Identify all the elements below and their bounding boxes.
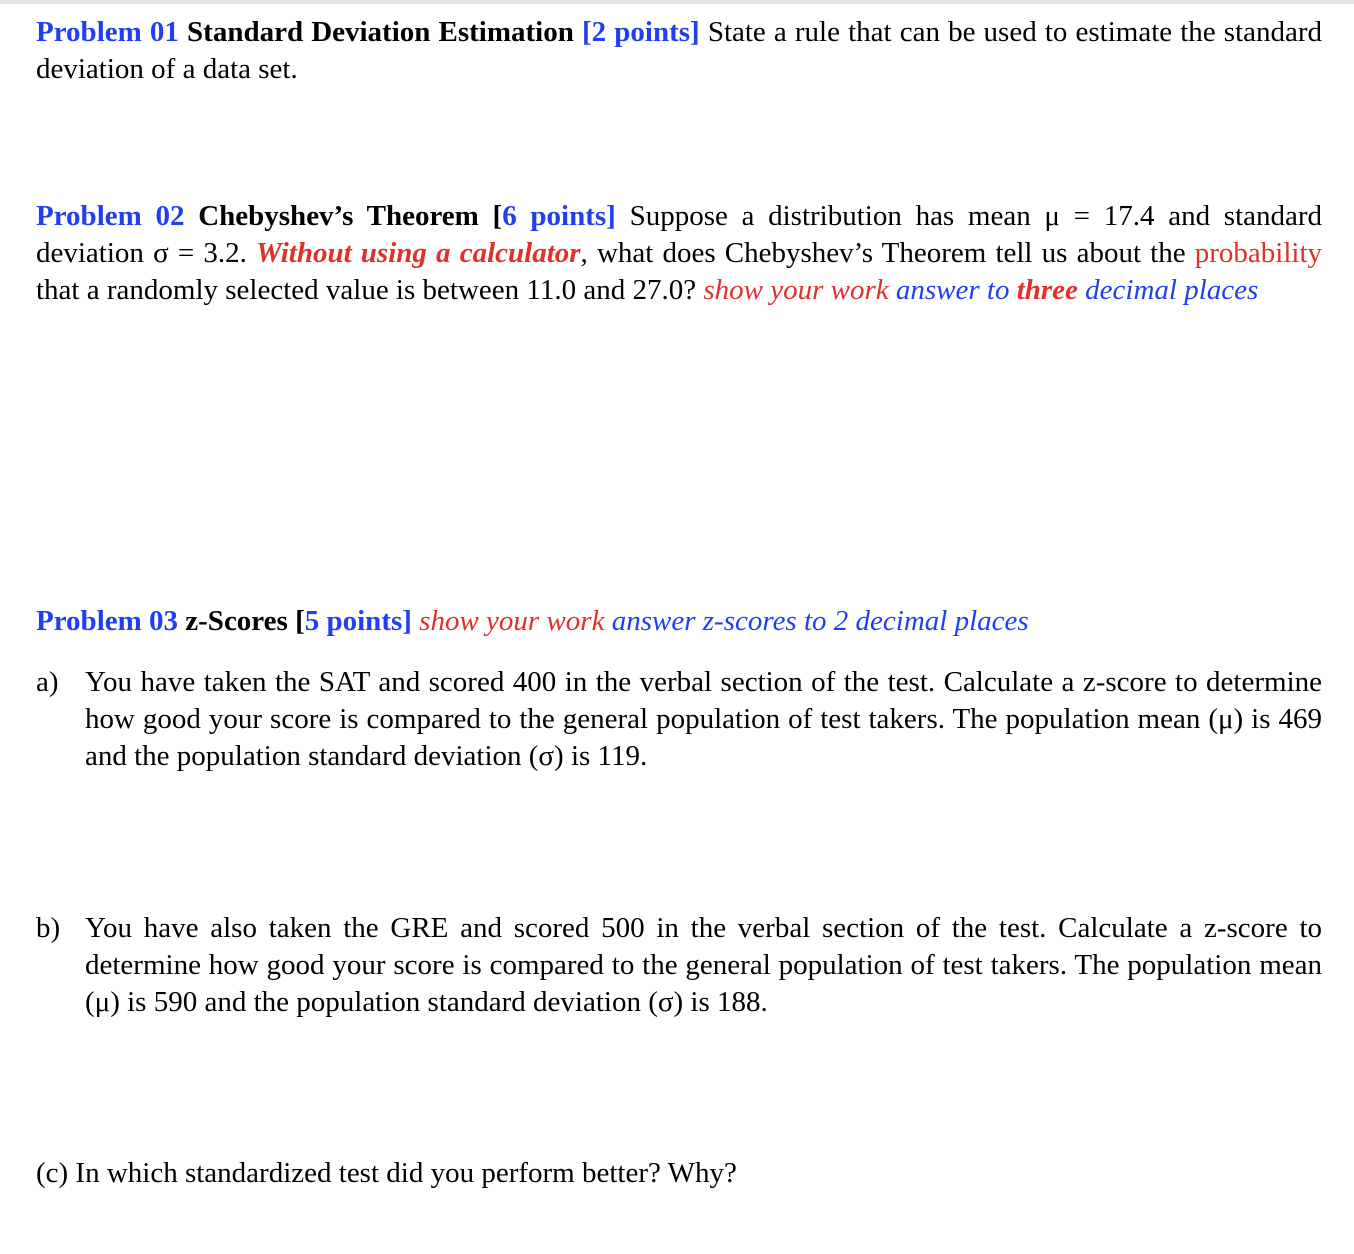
problem-02-label: Problem 02 [36, 200, 185, 232]
problem-02-answer-to: answer to [895, 274, 1010, 306]
problem-03-part-c: (c) In which standardized test did you perform better? Why? [36, 1157, 737, 1189]
problem-02-points-open: [ [492, 200, 503, 232]
problem-02-emphasis: Without using a calculator [256, 237, 581, 269]
problem-02-text-b: , what does Chebyshev’s Theorem tell us about the [580, 237, 1186, 269]
problem-02-points: 6 points] [502, 200, 616, 232]
problem-02-text-a: Suppose a distribution has mean μ = 17.4 and standard deviation σ = 3.2. [36, 200, 1323, 269]
problem-03-show-work: show your work [419, 605, 605, 637]
problem-01-points: [2 points] [582, 16, 700, 48]
problem-02-probability: probability [1194, 237, 1323, 269]
top-rule [0, 0, 1354, 4]
problem-02 [36, 198, 1322, 309]
problem-02-decimal-places: decimal places [1085, 274, 1259, 306]
part-b-marker: b) [36, 912, 61, 944]
problem-03-points-open: [ [295, 605, 305, 637]
problem-03-title: z-Scores [185, 605, 288, 637]
problem-03-answer-note: answer z-scores to 2 decimal places [611, 605, 1029, 637]
problem-03-part-b [36, 910, 1322, 1021]
problem-03-label: Problem 03 [36, 605, 179, 637]
problem-03-part-a [36, 664, 1322, 775]
problem-01-text: State a rule that can be used to estimate the standard deviation of a data set. [36, 16, 1323, 85]
problem-03-points: 5 points] [304, 605, 412, 637]
part-a-marker: a) [36, 666, 59, 698]
problem-01-title: Standard Deviation Estimation [187, 16, 574, 48]
part-a-text: You have taken the SAT and scored 400 in the verbal section of the test. Calculate a z-score to determine how good your score is compared to the general population of test takers. The population mean (μ) is 469 and the population standard deviation (σ) is 119. [85, 666, 1322, 772]
problem-02-show-work: show your work [703, 274, 889, 306]
problem-01-label: Problem 01 [36, 16, 179, 48]
problem-03 [36, 603, 1322, 640]
problem-02-text-c: that a randomly selected value is between 11.0 and 27.0? [36, 274, 697, 306]
problem-02-three: three [1016, 274, 1078, 306]
problem-02-title: Chebyshev’s Theorem [198, 200, 479, 232]
part-b-text: You have also taken the GRE and scored 500 in the verbal section of the test. Calculate a z-score to determine how good your score is compared to the general population of test takers. The population mean (μ) is 590 and the population standard deviation (σ) is 188. [85, 912, 1322, 1018]
problem-01 [36, 14, 1322, 88]
